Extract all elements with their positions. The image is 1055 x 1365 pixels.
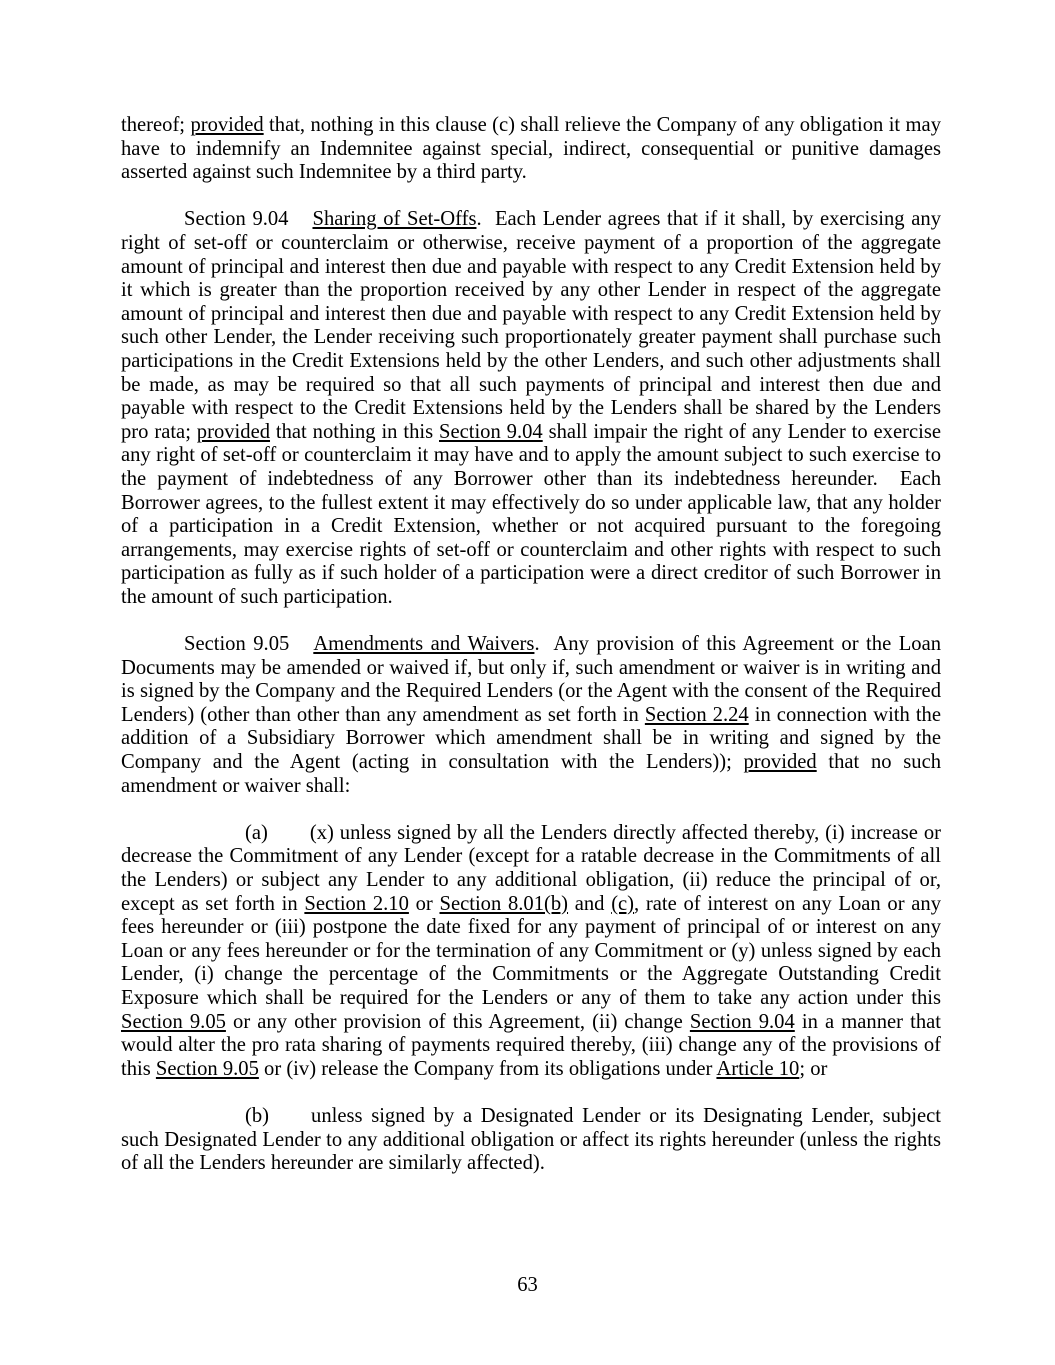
underlined-text: Section 8.01(b): [439, 892, 569, 915]
document-body: [121, 114, 941, 1199]
underlined-text: Section 9.04: [689, 1010, 795, 1033]
para-clause-a: (a) (x) unless signed by all the Lenders directly affected thereby, (i) increase or decrease the Commitment of any Lender (except for a ratable decrease in the Commitments of all the Lenders) or subject any Lender to any additional obligation, (ii) reduce the principal of or, except as set forth in Section 2.10 or Section 8.01(b) and (c), rate of interest on any Loan or any fees hereunder or (iii) postpone the date fixed for any payment of principal of or interest on any Loan or any fees hereunder or for the termination of any Commitment or (y) unless signed by each Lender, (i) change the percentage of the Commitments or the Aggregate Outstanding Credit Exposure which shall be required for the Lenders or any of them to take any action under this Section 9.05 or any other provision of this Agreement, (ii) change Section 9.04 in a manner that would alter the pro rata sharing of payments required thereby, (iii) change any of the provisions of this Section 9.05 or (iv) release the Company from its obligations under Article 10; or: [121, 821, 942, 1080]
tab-space: [289, 649, 313, 650]
underlined-text: Amendments and Waivers: [313, 633, 535, 656]
underlined-text: Section 9.04: [439, 420, 543, 443]
para-clause-b: (b) unless signed by a Designated Lender or its Designating Lender, subject such Designated Lender to any additional obligation or affect its rights hereunder (unless the rights of all the Lenders hereunder are similarly affected).: [121, 1104, 941, 1175]
para-section-9-05-amendments-and-waivers: Section 9.05 Amendments and Waivers. Any provision of this Agreement or the Loan Documents may be amended or waived if, but only if, such amendment or waiver is in writing and is signed by the Company and the Required Lenders (or the Agent with the consent of the Required Lenders) (other than other than any amendment as set forth in Section 2.24 in connection with the addition of a Subsidiary Borrower which amendment shall be in writing and signed by the Company and the Agent (acting in consultation with the Lenders)); provided that no such amendment or waiver shall:: [121, 633, 942, 797]
underlined-text: Article 10: [716, 1057, 800, 1080]
underlined-text: (c): [611, 892, 635, 915]
underlined-text: Section 9.05: [155, 1057, 259, 1080]
underlined-text: Section 2.10: [304, 892, 409, 915]
tab-space: [268, 838, 310, 839]
underlined-text: provided: [196, 420, 271, 443]
para-indemnity-continuation: thereof; provided that, nothing in this clause (c) shall relieve the Company of any obligation it may have to indemnify an Indemnitee against special, indirect, consequential or punitive damages asserted against such Indemnitee by a third party.: [121, 114, 941, 184]
underlined-text: Section 2.24: [644, 703, 749, 726]
tab-space: [269, 1121, 311, 1122]
para-section-9-04-sharing-of-set-offs: Section 9.04 Sharing of Set-Offs. Each Lender agrees that if it shall, by exercising any right of set-off or counterclaim or otherwise, receive payment of a proportion of the aggregate amount of principal and interest then due and payable with respect to any Credit Extension held by it which is greater than the proportion received by any other Lender in respect of the aggregate amount of principal and interest then due and payable with respect to any Credit Extension held by such other Lender, the Lender receiving such proportionately greater payment shall purchase such participations in the Credit Extensions held by the other Lenders, and such other adjustments shall be made, as may be required so that all such payments of principal and interest then due and payable with respect to the Credit Extensions held by the Lenders shall be shared by the Lenders pro rata; provided that nothing in this Section 9.04 shall impair the right of any Lender to exercise any right of set-off or counterclaim it may have and to apply the amount subject to such exercise to the payment of indebtedness of any Borrower other than its indebtedness hereunder. Each Borrower agrees, to the fullest extent it may effectively do so under applicable law, that any holder of a participation in a Credit Extension, whether or not acquired pursuant to the foregoing arrangements, may exercise rights of set-off or counterclaim and other rights with respect to such participation as fully as if such holder of a participation were a direct creditor of such Borrower in the amount of such participation.: [121, 208, 941, 608]
underlined-text: Section 9.05: [121, 1010, 226, 1033]
underlined-text: provided: [743, 751, 817, 774]
page-number: 63: [517, 1274, 538, 1296]
tab-space: [288, 224, 312, 225]
underlined-text: Sharing of Set-Offs: [312, 208, 477, 231]
underlined-text: provided: [190, 114, 264, 136]
